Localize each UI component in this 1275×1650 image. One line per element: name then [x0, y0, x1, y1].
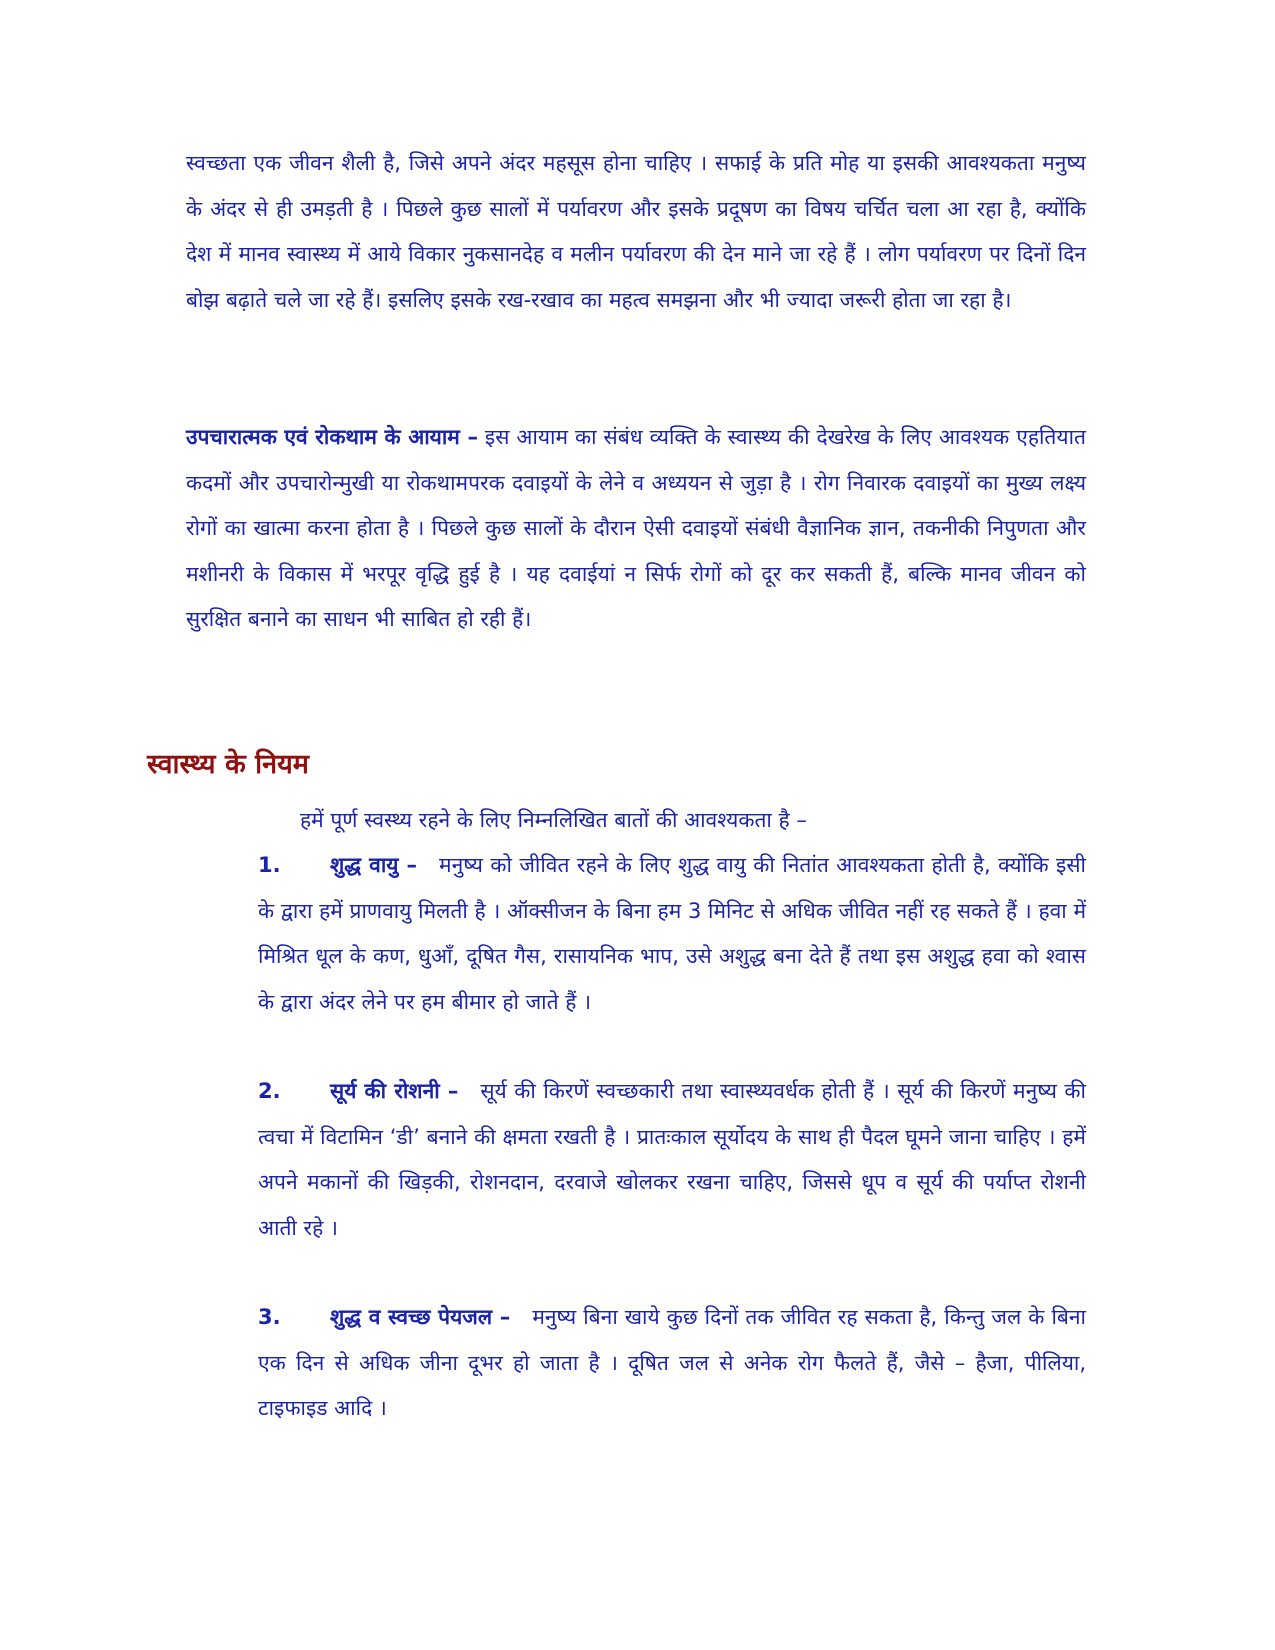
list-item-number: 1.	[258, 853, 281, 877]
list-item-number: 2.	[258, 1079, 281, 1103]
paragraph-cleanliness	[186, 141, 1086, 323]
list-item-heading: शुद्ध व स्वच्छ पेयजल –	[330, 1305, 511, 1329]
list-item	[258, 1069, 1086, 1251]
paragraph-preventive-text: इस आयाम का संबंध व्यक्ति के स्वास्थ्य की देखरेख के लिए आवश्यक एहतियात कदमों और उपचारोन्मुखी या रोकथामपरक दवाइयों के लेने व अध्ययन से जुड़ा है । रोग निवारक दवाइयों का मुख्य लक्ष्य रोगों का खात्मा करना होता है । पिछले कुछ सालों के दौरान ऐसी दवाइयों संबंधी वैज्ञानिक ज्ञान, तकनीकी निपुणता और मशीनरी के विकास में भरपूर वृद्धि हुई है । यह दवाईयां न सिर्फ रोगों को दूर कर सकती हैं, बल्कि मानव जीवन को सुरक्षित बनाने का साधन भी साबित हो रही हैं।	[186, 425, 1086, 631]
list-item-text: मनुष्य बिना खाये कुछ दिनों तक जीवित रह सकता है, किन्तु जल के बिना एक दिन से अधिक जीना दूभर हो जाता है । दूषित जल से अनेक रोग फैलते हैं, जैसे – हैजा, पीलिया, टाइफाइड आदि ।	[258, 1305, 1086, 1420]
paragraph-cleanliness-text: स्वच्छता एक जीवन शैली है, जिसे अपने अंदर महसूस होना चाहिए । सफाई के प्रति मोह या इसकी आवश्यकता मनुष्य के अंदर से ही उमड़ती है । पिछले कुछ सालों में पर्यावरण और इसके प्रदूषण का विषय चर्चित चला आ रहा है, क्योंकि देश में मानव स्वास्थ्य में आये विकार नुकसानदेह व मलीन पर्यावरण की देन माने जा रहे हैं । लोग पर्यावरण पर दिनों दिन बोझ बढ़ाते चले जा रहे हैं। इसलिए इसके रख-रखाव का महत्व समझना और भी ज्यादा जरूरी होता जा रहा है।	[186, 151, 1086, 312]
paragraph-preventive-dimension	[186, 415, 1086, 643]
list-item-heading: शुद्ध वायु –	[330, 853, 418, 877]
section-intro: हमें पूर्ण स्वस्थ्य रहने के लिए निम्नलिखित बातों की आवश्यकता है –	[300, 808, 807, 832]
list-item-heading: सूर्य की रोशनी –	[330, 1079, 459, 1103]
list-item-text: सूर्य की किरणें स्वच्छकारी तथा स्वास्थ्यवर्धक होती हैं । सूर्य की किरणें मनुष्य की त्वचा में विटामिन ‘डी’ बनाने की क्षमता रखती है । प्रातःकाल सूर्योदय के साथ ही पैदल घूमने जाना चाहिए । हमें अपने मकानों की खिड़की, रोशनदान, दरवाजे खोलकर रखना चाहिए, जिससे धूप व सूर्य की पर्याप्त रोशनी आती रहे ।	[258, 1079, 1086, 1240]
paragraph-preventive-heading: उपचारात्मक एवं रोकथाम के आयाम –	[186, 425, 478, 449]
list-item	[258, 1295, 1086, 1432]
section-heading-health-rules: स्वास्थ्य के नियम	[147, 749, 309, 780]
list-item	[258, 843, 1086, 1025]
list-item-number: 3.	[258, 1305, 281, 1329]
list-item-text: मनुष्य को जीवित रहने के लिए शुद्ध वायु की नितांत आवश्यकता होती है, क्योंकि इसी के द्वारा हमें प्राणवायु मिलती है । ऑक्सीजन के बिना हम 3 मिनिट से अधिक जीवित नहीं रह सकते हैं । हवा में मिश्रित धूल के कण, धुआँ, दूषित गैस, रासायनिक भाप, उसे अशुद्ध बना देते हैं तथा इस अशुद्ध हवा को श्वास के द्वारा अंदर लेने पर हम बीमार हो जाते हैं ।	[258, 853, 1086, 1014]
